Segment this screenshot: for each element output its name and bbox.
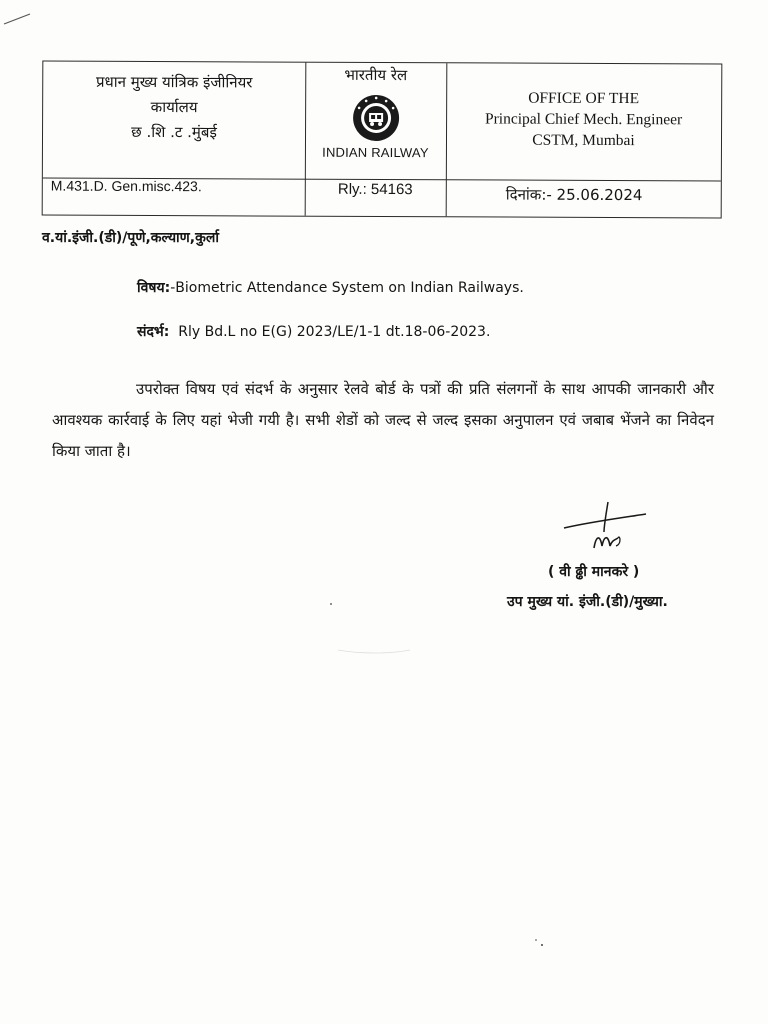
signatory-name: ( वी ढ्ढी मानकरे ): [548, 564, 640, 580]
indian-railway-logo-icon: [350, 93, 400, 143]
emblem-cell: [305, 63, 447, 180]
hindi-office-name: [43, 62, 306, 179]
letter-body: उपरोक्त विषय एवं संदर्भ के अनुसार रेलवे बोर्ड के पत्रों की प्रति संलगनों के साथ आपकी जानकारी और आवश्यक कार्रवाई के लिए यहां भेजी गयी है। सभी शेडों को जल्द से जल्द इसका अनुपालन एवं जबाब भेंजने का निवेदन किया जाता है।: [52, 380, 714, 460]
emblem-title-hindi: भारतीय रेल: [344, 65, 408, 85]
subject-line: [137, 278, 524, 297]
signatory-designation: उप मुख्य यां. इंजी.(डी)/मुख्या.: [507, 594, 668, 610]
letterhead-table: [42, 61, 723, 219]
railway-number: Rly.: 54163: [337, 180, 413, 199]
english-office-line: OFFICE OF THE: [528, 89, 640, 108]
hindi-office-line: छ .शि .ट .मुंबई: [131, 122, 217, 142]
reference-text: Rly Bd.L no E(G) 2023/LE/1-1 dt.18-06-2023.: [178, 324, 491, 340]
reference-label: संदर्भ:: [137, 324, 170, 340]
emblem-title-english: INDIAN RAILWAY: [322, 144, 429, 161]
subject-label: विषय:: [137, 280, 171, 296]
subject-text: -Biometric Attendance System on Indian Railways.: [170, 280, 524, 296]
reference-code: M.431.D. Gen.misc.423.: [50, 177, 202, 195]
signature-icon: [560, 500, 650, 556]
hindi-office-line: कार्यालय: [150, 97, 198, 117]
english-office-line: Principal Chief Mech. Engineer: [484, 110, 683, 129]
english-office-line: CSTM, Mumbai: [532, 131, 635, 150]
hindi-office-line: प्रधान मुख्य यांत्रिक इंजीनियर: [95, 72, 253, 92]
letter-date: दिनांक:- 25.06.2024: [505, 185, 643, 205]
addressee: व.यां.इंजी.(डी)/पूणे,कल्याण,कुर्ला: [42, 230, 219, 246]
english-office-name: [446, 63, 722, 180]
reference-line: [137, 322, 490, 341]
